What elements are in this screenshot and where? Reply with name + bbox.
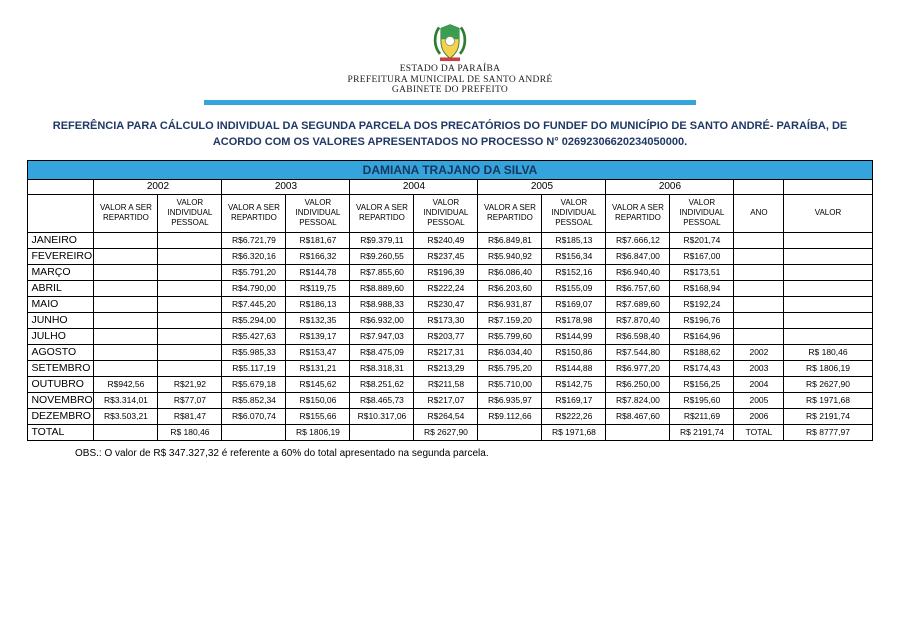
col-header-repartido: VALOR A SER REPARTIDO	[350, 194, 414, 232]
row-label: TOTAL	[28, 424, 94, 440]
ano-cell: 2006	[734, 408, 784, 424]
value-cell: R$222,24	[414, 280, 478, 296]
letterhead	[0, 0, 900, 105]
value-cell	[94, 232, 158, 248]
valor-cell	[784, 312, 872, 328]
value-cell: R$145,62	[286, 376, 350, 392]
valor-cell	[784, 296, 872, 312]
value-cell: R$5.117,19	[222, 360, 286, 376]
value-cell: R$7.947,03	[350, 328, 414, 344]
table-row	[28, 376, 872, 392]
value-cell: R$ 180,46	[158, 424, 222, 440]
value-cell: R$168,94	[670, 280, 734, 296]
table-row	[28, 312, 872, 328]
value-cell: R$144,78	[286, 264, 350, 280]
value-cell	[350, 424, 414, 440]
value-cell: R$9.379,11	[350, 232, 414, 248]
value-cell	[94, 360, 158, 376]
value-cell: R$169,17	[542, 392, 606, 408]
value-cell	[158, 296, 222, 312]
person-name: DAMIANA TRAJANO DA SILVA	[28, 160, 872, 179]
value-cell: R$6.932,00	[350, 312, 414, 328]
value-cell	[94, 280, 158, 296]
value-cell: R$152,16	[542, 264, 606, 280]
value-cell	[94, 264, 158, 280]
valor-cell: R$ 8777,97	[784, 424, 872, 440]
row-label: AGOSTO	[28, 344, 94, 360]
valor-cell	[784, 264, 872, 280]
value-cell	[158, 264, 222, 280]
value-cell: R$6.940,40	[606, 264, 670, 280]
row-label: JANEIRO	[28, 232, 94, 248]
row-label: MAIO	[28, 296, 94, 312]
value-cell: R$8.988,33	[350, 296, 414, 312]
col-header-individual: VALOR INDIVIDUAL PESSOAL	[542, 194, 606, 232]
value-cell: R$9.112,66	[478, 408, 542, 424]
row-label: DEZEMBRO	[28, 408, 94, 424]
value-cell: R$7.666,12	[606, 232, 670, 248]
valor-cell	[784, 248, 872, 264]
valor-cell	[784, 280, 872, 296]
ano-cell	[734, 312, 784, 328]
value-cell: R$156,25	[670, 376, 734, 392]
value-cell: R$5.679,18	[222, 376, 286, 392]
value-cell	[158, 248, 222, 264]
value-cell: R$201,74	[670, 232, 734, 248]
valor-cell: R$ 2191,74	[784, 408, 872, 424]
coat-of-arms-icon	[430, 22, 470, 62]
col-header-individual: VALOR INDIVIDUAL PESSOAL	[158, 194, 222, 232]
observation-note: OBS.: O valor de R$ 347.327,32 é referente a 60% do total apresentado na segunda parcela.	[75, 447, 489, 459]
value-cell: R$8.467,60	[606, 408, 670, 424]
value-cell: R$8.251,62	[350, 376, 414, 392]
value-cell: R$196,76	[670, 312, 734, 328]
empty-cell	[784, 179, 872, 194]
value-cell: R$6.034,40	[478, 344, 542, 360]
ano-cell: 2002	[734, 344, 784, 360]
value-cell: R$6.320,16	[222, 248, 286, 264]
valor-cell: R$ 2627,90	[784, 376, 872, 392]
value-cell: R$6.721,79	[222, 232, 286, 248]
value-cell: R$166,32	[286, 248, 350, 264]
value-cell: R$153,47	[286, 344, 350, 360]
ano-cell: TOTAL	[734, 424, 784, 440]
row-label: MARÇO	[28, 264, 94, 280]
value-cell: R$5.791,20	[222, 264, 286, 280]
table-row	[28, 392, 872, 408]
row-label: NOVEMBRO	[28, 392, 94, 408]
value-cell: R$217,07	[414, 392, 478, 408]
value-cell: R$155,66	[286, 408, 350, 424]
value-cell: R$81,47	[158, 408, 222, 424]
table-body	[28, 232, 872, 440]
value-cell: R$150,06	[286, 392, 350, 408]
row-label: ABRIL	[28, 280, 94, 296]
value-cell: R$8.475,09	[350, 344, 414, 360]
value-cell: R$230,47	[414, 296, 478, 312]
col-header-individual: VALOR INDIVIDUAL PESSOAL	[414, 194, 478, 232]
value-cell: R$169,07	[542, 296, 606, 312]
value-cell: R$4.790,00	[222, 280, 286, 296]
value-cell: R$8.889,60	[350, 280, 414, 296]
value-cell	[94, 424, 158, 440]
value-cell: R$186,13	[286, 296, 350, 312]
value-cell: R$173,51	[670, 264, 734, 280]
value-cell: R$196,39	[414, 264, 478, 280]
value-cell: R$119,75	[286, 280, 350, 296]
row-label: JULHO	[28, 328, 94, 344]
letterhead-office: GABINETE DO PREFEITO	[391, 85, 509, 95]
ano-cell: 2005	[734, 392, 784, 408]
column-header-row	[28, 194, 872, 232]
value-cell: R$217,31	[414, 344, 478, 360]
value-cell: R$7.824,00	[606, 392, 670, 408]
year-2003: 2003	[222, 179, 350, 194]
ano-cell	[734, 264, 784, 280]
year-2005: 2005	[478, 179, 606, 194]
value-cell	[94, 344, 158, 360]
value-cell	[478, 424, 542, 440]
value-cell	[158, 312, 222, 328]
value-cell: R$144,88	[542, 360, 606, 376]
value-cell	[94, 296, 158, 312]
row-label: JUNHO	[28, 312, 94, 328]
value-cell: R$6.598,40	[606, 328, 670, 344]
value-cell: R$7.159,20	[478, 312, 542, 328]
value-cell: R$156,34	[542, 248, 606, 264]
value-cell: R$211,69	[670, 408, 734, 424]
value-cell: R$6.931,87	[478, 296, 542, 312]
value-cell: R$6.086,40	[478, 264, 542, 280]
col-header-repartido: VALOR A SER REPARTIDO	[478, 194, 542, 232]
ano-cell	[734, 328, 784, 344]
value-cell: R$6.849,81	[478, 232, 542, 248]
value-cell: R$195,60	[670, 392, 734, 408]
value-cell: R$181,67	[286, 232, 350, 248]
value-cell: R$ 2191,74	[670, 424, 734, 440]
col-header-ano: ANO	[734, 194, 784, 232]
value-cell: R$5.795,20	[478, 360, 542, 376]
ano-cell	[734, 232, 784, 248]
year-2006: 2006	[606, 179, 734, 194]
col-header-individual: VALOR INDIVIDUAL PESSOAL	[670, 194, 734, 232]
value-cell: R$3.314,01	[94, 392, 158, 408]
ano-cell: 2003	[734, 360, 784, 376]
value-cell	[94, 312, 158, 328]
row-label: FEVEREIRO	[28, 248, 94, 264]
col-header-individual: VALOR INDIVIDUAL PESSOAL	[286, 194, 350, 232]
value-cell: R$3.503,21	[94, 408, 158, 424]
value-cell: R$5.294,00	[222, 312, 286, 328]
value-cell: R$7.870,40	[606, 312, 670, 328]
value-cell: R$188,62	[670, 344, 734, 360]
row-label: SETEMBRO	[28, 360, 94, 376]
valor-cell: R$ 180,46	[784, 344, 872, 360]
value-cell: R$5.427,63	[222, 328, 286, 344]
value-cell: R$240,49	[414, 232, 478, 248]
value-cell: R$5.799,60	[478, 328, 542, 344]
value-cell: R$192,24	[670, 296, 734, 312]
value-cell: R$144,99	[542, 328, 606, 344]
value-cell: R$6.203,60	[478, 280, 542, 296]
value-cell: R$203,77	[414, 328, 478, 344]
value-cell: R$237,45	[414, 248, 478, 264]
letterhead-municipality: PREFEITURA MUNICIPAL DE SANTO ANDRÉ	[347, 74, 553, 85]
value-cell: R$9.260,55	[350, 248, 414, 264]
value-cell	[606, 424, 670, 440]
value-cell	[222, 424, 286, 440]
valor-cell	[784, 232, 872, 248]
table-row	[28, 280, 872, 296]
valor-cell: R$ 1971,68	[784, 392, 872, 408]
value-cell: R$185,13	[542, 232, 606, 248]
value-cell: R$5.940,92	[478, 248, 542, 264]
value-cell: R$5.852,34	[222, 392, 286, 408]
value-cell	[158, 280, 222, 296]
table-row	[28, 264, 872, 280]
table-row	[28, 328, 872, 344]
value-cell: R$6.847,00	[606, 248, 670, 264]
value-cell: R$132,35	[286, 312, 350, 328]
col-header-valor: VALOR	[784, 194, 872, 232]
value-cell: R$77,07	[158, 392, 222, 408]
value-cell	[94, 248, 158, 264]
table-row	[28, 360, 872, 376]
value-cell: R$131,21	[286, 360, 350, 376]
table-row	[28, 344, 872, 360]
col-header-repartido: VALOR A SER REPARTIDO	[94, 194, 158, 232]
value-cell: R$264,54	[414, 408, 478, 424]
table-row	[28, 408, 872, 424]
value-cell: R$173,30	[414, 312, 478, 328]
value-cell: R$139,17	[286, 328, 350, 344]
value-cell: R$ 1971,68	[542, 424, 606, 440]
value-cell	[158, 360, 222, 376]
value-cell: R$6.070,74	[222, 408, 286, 424]
ano-cell: 2004	[734, 376, 784, 392]
row-label: OUTUBRO	[28, 376, 94, 392]
value-cell: R$6.977,20	[606, 360, 670, 376]
value-cell: R$21,92	[158, 376, 222, 392]
person-header-row	[28, 160, 872, 179]
value-cell: R$150,86	[542, 344, 606, 360]
value-cell: R$142,75	[542, 376, 606, 392]
letterhead-state: ESTADO DA PARAÍBA	[399, 64, 501, 74]
value-cell: R$7.445,20	[222, 296, 286, 312]
ano-cell	[734, 296, 784, 312]
value-cell: R$5.710,00	[478, 376, 542, 392]
value-cell	[94, 328, 158, 344]
value-cell	[158, 232, 222, 248]
value-cell: R$7.544,80	[606, 344, 670, 360]
header-divider	[204, 100, 696, 105]
value-cell: R$167,00	[670, 248, 734, 264]
document-title: REFERÊNCIA PARA CÁLCULO INDIVIDUAL DA SEGUNDA PARCELA DOS PRECATÓRIOS DO FUNDEF DO MUNICÍPIO DE SANTO ANDRÉ- PARAÍBA, DE ACORDO COM OS VALORES APRESENTADOS NO PROCESSO N° 02692306620234050000.	[52, 119, 848, 148]
value-cell: R$942,56	[94, 376, 158, 392]
value-cell: R$8.318,31	[350, 360, 414, 376]
value-cell: R$211,58	[414, 376, 478, 392]
calculation-table	[27, 160, 872, 441]
value-cell: R$6.935,97	[478, 392, 542, 408]
value-cell: R$ 2627,90	[414, 424, 478, 440]
value-cell: R$174,43	[670, 360, 734, 376]
valor-cell: R$ 1806,19	[784, 360, 872, 376]
value-cell: R$7.689,60	[606, 296, 670, 312]
year-header-row	[28, 179, 872, 194]
value-cell	[158, 344, 222, 360]
value-cell: R$222,26	[542, 408, 606, 424]
value-cell	[158, 328, 222, 344]
value-cell: R$7.855,60	[350, 264, 414, 280]
year-2002: 2002	[94, 179, 222, 194]
value-cell: R$5.985,33	[222, 344, 286, 360]
ano-cell	[734, 280, 784, 296]
value-cell: R$6.250,00	[606, 376, 670, 392]
corner-cell	[28, 194, 94, 232]
value-cell: R$155,09	[542, 280, 606, 296]
total-row	[28, 424, 872, 440]
table-row	[28, 232, 872, 248]
value-cell: R$164,96	[670, 328, 734, 344]
table-row	[28, 296, 872, 312]
value-cell: R$8.465,73	[350, 392, 414, 408]
table-row	[28, 248, 872, 264]
col-header-repartido: VALOR A SER REPARTIDO	[222, 194, 286, 232]
value-cell: R$178,98	[542, 312, 606, 328]
value-cell: R$213,29	[414, 360, 478, 376]
ano-cell	[734, 248, 784, 264]
empty-cell	[734, 179, 784, 194]
value-cell: R$10.317,06	[350, 408, 414, 424]
value-cell: R$6.757,60	[606, 280, 670, 296]
value-cell: R$ 1806,19	[286, 424, 350, 440]
year-2004: 2004	[350, 179, 478, 194]
col-header-repartido: VALOR A SER REPARTIDO	[606, 194, 670, 232]
valor-cell	[784, 328, 872, 344]
corner-cell	[28, 179, 94, 194]
